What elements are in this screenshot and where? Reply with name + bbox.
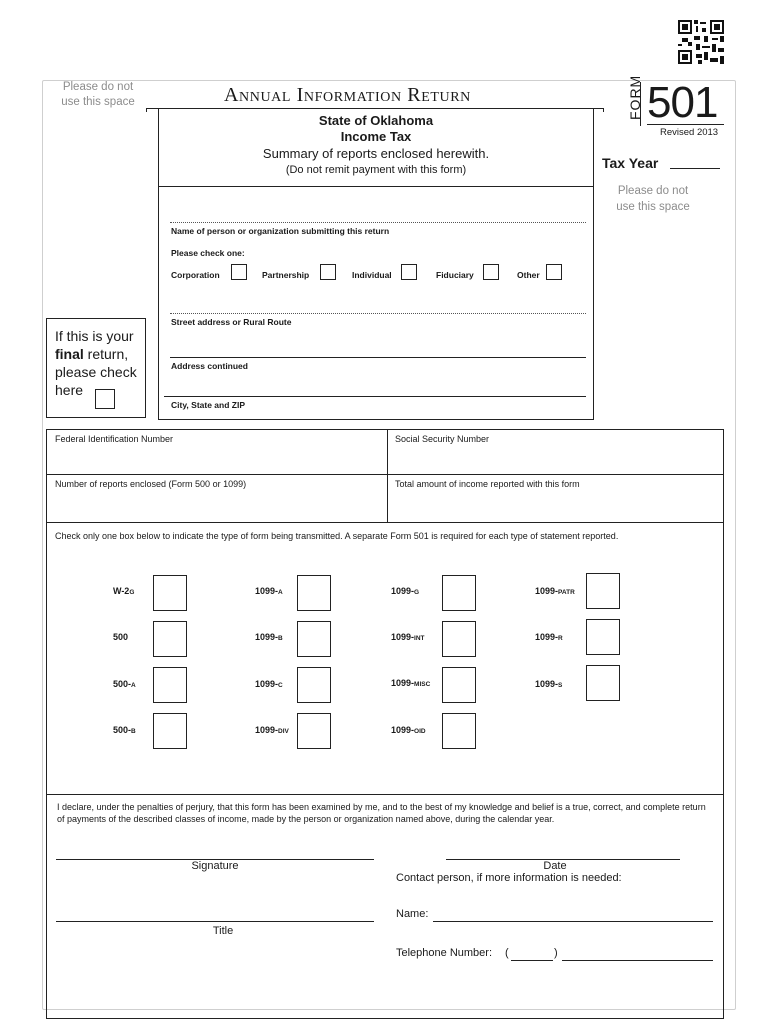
declaration-section [47, 795, 723, 1018]
title-label: Title [212, 925, 234, 937]
label-1099r-main: 1099- [535, 632, 559, 642]
total-income-cell[interactable] [387, 475, 723, 522]
label-500b-sub: B [131, 728, 136, 735]
address-continued-field[interactable] [170, 357, 586, 358]
label-w2g-main: W-2 [113, 586, 130, 596]
declaration-text: I declare, under the penalties of perjury, that this form has been examined by me, and to the best of my knowledge and belief is a true, correct, and complete return of payments of the described classes of income, made by the person or organization named above, during the calendar year. [57, 802, 706, 824]
checkbox-1099b[interactable] [297, 621, 331, 657]
label-1099r-sub: R [558, 635, 563, 642]
signature-label: Signature [191, 860, 239, 872]
final-return-checkbox[interactable] [95, 389, 115, 409]
final-return-line3: please check [55, 364, 137, 380]
total-income-label: Total amount of income reported with this form [395, 479, 580, 489]
form-number-rule [647, 124, 724, 125]
qr-code-icon [678, 20, 724, 64]
revised-date: Revised 2013 [660, 127, 719, 138]
label-1099a-sub: A [278, 589, 283, 596]
do-not-use-left [58, 80, 138, 110]
entity-label-partnership: Partnership [262, 270, 310, 280]
checkbox-1099c[interactable] [297, 667, 331, 703]
label-1099r [535, 632, 563, 642]
phone-open-paren: ( [505, 947, 509, 959]
label-1099div-main: 1099- [255, 725, 279, 735]
label-500a-main: 500- [113, 679, 132, 689]
fein-label: Federal Identification Number [55, 434, 174, 444]
phone-close-paren: ) [554, 947, 558, 959]
state-name: State of Oklahoma [318, 113, 434, 128]
label-1099patr-sub: PATR [558, 589, 575, 596]
entity-label-other: Other [517, 270, 540, 280]
checkbox-1099patr[interactable] [586, 573, 620, 609]
checkbox-1099g[interactable] [442, 575, 476, 611]
label-1099oid [391, 725, 426, 735]
checkbox-1099oid[interactable] [442, 713, 476, 749]
do-not-use-right [614, 183, 692, 215]
label-1099s-main: 1099- [535, 679, 559, 689]
label-500b [113, 725, 136, 735]
label-1099c [255, 679, 283, 689]
label-1099div-sub: DIV [278, 728, 289, 735]
city-field[interactable] [164, 396, 586, 397]
checkbox-500b[interactable] [153, 713, 187, 749]
label-1099g-sub: G [414, 589, 420, 596]
street-label: Street address or Rural Route [171, 317, 292, 327]
label-1099int-main: 1099- [391, 632, 415, 642]
label-1099b-sub: B [278, 635, 283, 642]
label-1099c-main: 1099- [255, 679, 279, 689]
label-1099misc [391, 678, 430, 688]
label-1099g-main: 1099- [391, 586, 415, 596]
label-1099oid-sub: OID [414, 728, 426, 735]
summary-line: Summary of reports enclosed herewith. [262, 146, 490, 161]
contact-name-field[interactable] [433, 921, 713, 922]
checkbox-1099a[interactable] [297, 575, 331, 611]
fiduciary-checkbox[interactable] [483, 264, 499, 280]
individual-checkbox[interactable] [401, 264, 417, 280]
label-1099int-sub: INT [414, 635, 425, 642]
corporation-checkbox[interactable] [231, 264, 247, 280]
form-label: FORM [627, 74, 643, 120]
phone-number-field[interactable] [562, 960, 713, 961]
label-1099b [255, 632, 283, 642]
fein-cell[interactable] [47, 430, 387, 474]
reports-count-cell[interactable] [47, 475, 387, 522]
label-500a [113, 679, 136, 689]
final-return-line4: here [55, 382, 84, 398]
do-not-use-left-line2: use this space [61, 96, 135, 108]
label-500 [113, 632, 128, 642]
checkbox-1099r[interactable] [586, 619, 620, 655]
name-label: Name of person or organization submitting this return [171, 226, 390, 236]
form-number: 501 [647, 78, 718, 127]
label-500-main: 500 [113, 632, 129, 642]
do-not-use-right-line1: Please do not [617, 185, 689, 197]
totals-row [47, 475, 723, 523]
form-vertical-rule [640, 82, 641, 126]
label-1099div [255, 725, 289, 735]
tax-type: Income Tax [340, 129, 412, 144]
check-one-label: Please check one: [171, 248, 245, 258]
form-type-instruction: Check only one box below to indicate the type of form being transmitted. A separate Form 501 is required for each type of statement reported. [55, 531, 619, 541]
street-field[interactable] [170, 313, 586, 314]
form-type-section [47, 523, 723, 795]
label-1099int [391, 632, 425, 642]
no-remit-note: (Do not remit payment with this form) [285, 164, 467, 176]
checkbox-1099misc[interactable] [442, 667, 476, 703]
header-text [158, 113, 594, 177]
label-1099a [255, 586, 283, 596]
address-continued-label: Address continued [171, 361, 248, 371]
label-1099misc-main: 1099- [391, 678, 415, 688]
tax-year-field[interactable] [670, 168, 720, 169]
label-1099s [535, 679, 562, 689]
checkbox-500[interactable] [153, 621, 187, 657]
name-contact-label: Name: [396, 908, 429, 920]
date-label: Date [543, 860, 567, 872]
entity-label-fiduciary: Fiduciary [436, 270, 474, 280]
ssn-cell[interactable] [387, 430, 723, 474]
final-return-line1: If this is your [55, 328, 134, 344]
final-word: final [55, 346, 84, 362]
id-row [47, 430, 723, 475]
entity-label-corporation: Corporation [171, 270, 220, 280]
entity-label-individual: Individual [352, 270, 392, 280]
checkbox-1099div[interactable] [297, 713, 331, 749]
checkbox-1099int[interactable] [442, 621, 476, 657]
label-1099patr-main: 1099- [535, 586, 559, 596]
header-separator [158, 186, 594, 187]
phone-label: Telephone Number: [396, 947, 493, 959]
checkbox-w2g[interactable] [153, 575, 187, 611]
area-code-field[interactable] [511, 960, 553, 961]
ssn-label: Social Security Number [395, 434, 490, 444]
label-1099patr [535, 586, 575, 596]
other-checkbox[interactable] [546, 264, 562, 280]
label-w2g [113, 586, 134, 596]
reports-count-label: Number of reports enclosed (Form 500 or 1099) [55, 479, 247, 489]
label-500a-sub: A [131, 682, 136, 689]
contact-label: Contact person, if more information is needed: [396, 872, 622, 884]
final-return-line2-rest: return, [83, 346, 129, 362]
final-return-line2 [55, 345, 137, 363]
label-1099a-main: 1099- [255, 586, 279, 596]
label-1099s-sub: S [558, 682, 563, 689]
page-title: Annual Information Return [224, 84, 471, 106]
checkbox-1099s[interactable] [586, 665, 620, 701]
label-500b-main: 500- [113, 725, 132, 735]
label-1099c-sub: C [278, 682, 283, 689]
label-1099b-main: 1099- [255, 632, 279, 642]
label-1099oid-main: 1099- [391, 725, 415, 735]
name-field[interactable] [170, 222, 586, 223]
do-not-use-right-line2: use this space [616, 201, 690, 213]
city-label: City, State and ZIP [171, 400, 245, 410]
do-not-use-left-line1: Please do not [62, 81, 134, 93]
label-1099misc-sub: MISC [414, 681, 431, 688]
checkbox-500a[interactable] [153, 667, 187, 703]
label-1099g [391, 586, 419, 596]
title-line[interactable] [56, 921, 374, 922]
partnership-checkbox[interactable] [320, 264, 336, 280]
label-w2g-sub: G [129, 589, 135, 596]
tax-year-label: Tax Year [602, 155, 659, 171]
